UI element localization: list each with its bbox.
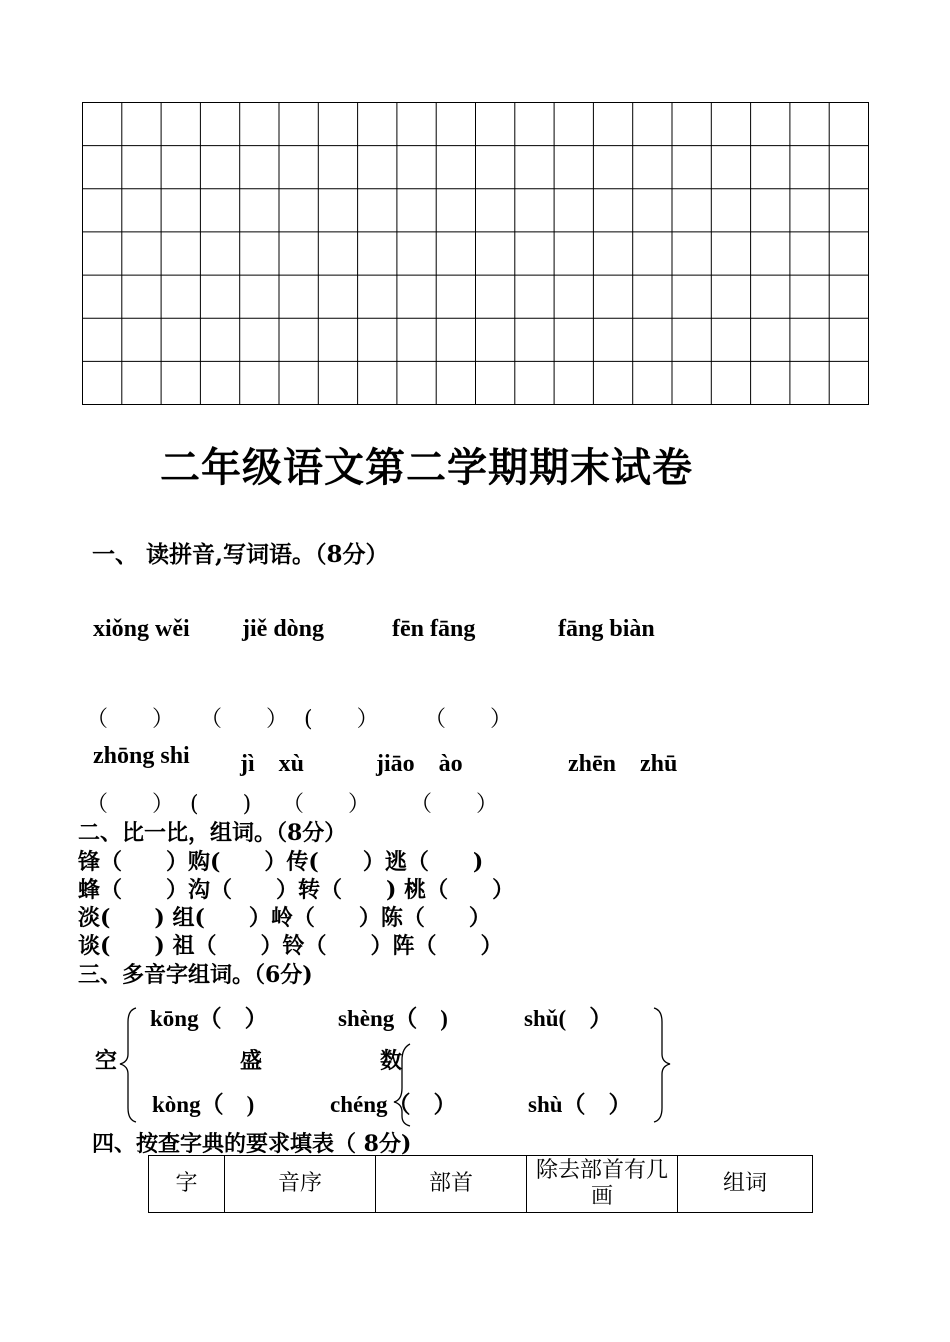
answer-blank[interactable]: （ ） [424,707,513,732]
answer-blank[interactable]: （ ） [410,792,499,817]
polyphone-reading: shèng（ ) [338,1006,448,1031]
table-header-cell: 部首 [376,1156,527,1213]
polyphone-reading: shǔ( ） [524,1006,613,1031]
table-header-cell: 字 [149,1156,225,1213]
polyphone-reading: chéng（ ） [330,1092,457,1117]
compare-row: 锋（ ）购( ）传( ）逃（ ) [78,849,484,875]
compare-row: 谈( ) 祖（ ）铃（ ）阵（ ） [78,933,503,959]
polyphone-reading: shù（ ） [528,1092,632,1117]
pinyin-item: zhōng shi [93,743,190,769]
pinyin-item: jì xù [240,751,305,777]
polyphone-reading: kōng（ ） [150,1006,268,1031]
answer-blank[interactable]: （ ） [200,707,289,732]
polyphone-char-sheng: 盛 [240,1048,263,1074]
section2-heading: 二、比一比，组词。（8分） [78,820,347,846]
compare-row: 蜂（ ）沟（ ）转（ ) 桃（ ） [78,877,515,903]
answer-blank[interactable]: ( ) [190,792,252,817]
dictionary-lookup-table [148,1155,813,1213]
pinyin-item: fēn fāng [392,616,476,642]
polyphone-char-shu: 数 [380,1048,403,1074]
answer-blank[interactable]: ( ） [304,707,379,732]
pinyin-item: xiǒng wěi [93,616,190,642]
pinyin-item: jiě dòng [242,616,325,642]
section4-heading: 四、按查字典的要求填表（ 8分) [92,1131,412,1157]
table-header-row [149,1156,813,1213]
section3-heading: 三、多音字组词。（6分) [78,962,313,988]
table-header-cell: 除去部首有几画 [527,1156,678,1213]
answer-blank[interactable]: （ ） [86,707,175,732]
pinyin-item: jiāo ào [376,751,463,777]
compare-row: 淡( ) 组( ）岭（ ）陈（ ） [78,905,491,931]
right-brace [654,1008,670,1122]
section1-heading: 一、 读拼音,写词语。（8分） [92,541,389,568]
writing-grid [82,102,869,405]
answer-blank[interactable]: （ ） [86,792,175,817]
writing-grid-lines [82,102,869,405]
polyphone-char-kong: 空 [95,1048,118,1074]
table-header-cell: 音序 [225,1156,376,1213]
page-title: 二年级语文第二学期期末试卷 [160,444,693,491]
pinyin-item: fāng biàn [558,616,655,642]
left-brace [120,1008,136,1122]
table-header-cell: 组词 [678,1156,813,1213]
answer-blank[interactable]: （ ） [282,792,371,817]
pinyin-item: zhēn zhū [568,751,678,777]
polyphone-reading: kòng（ ) [152,1092,255,1117]
